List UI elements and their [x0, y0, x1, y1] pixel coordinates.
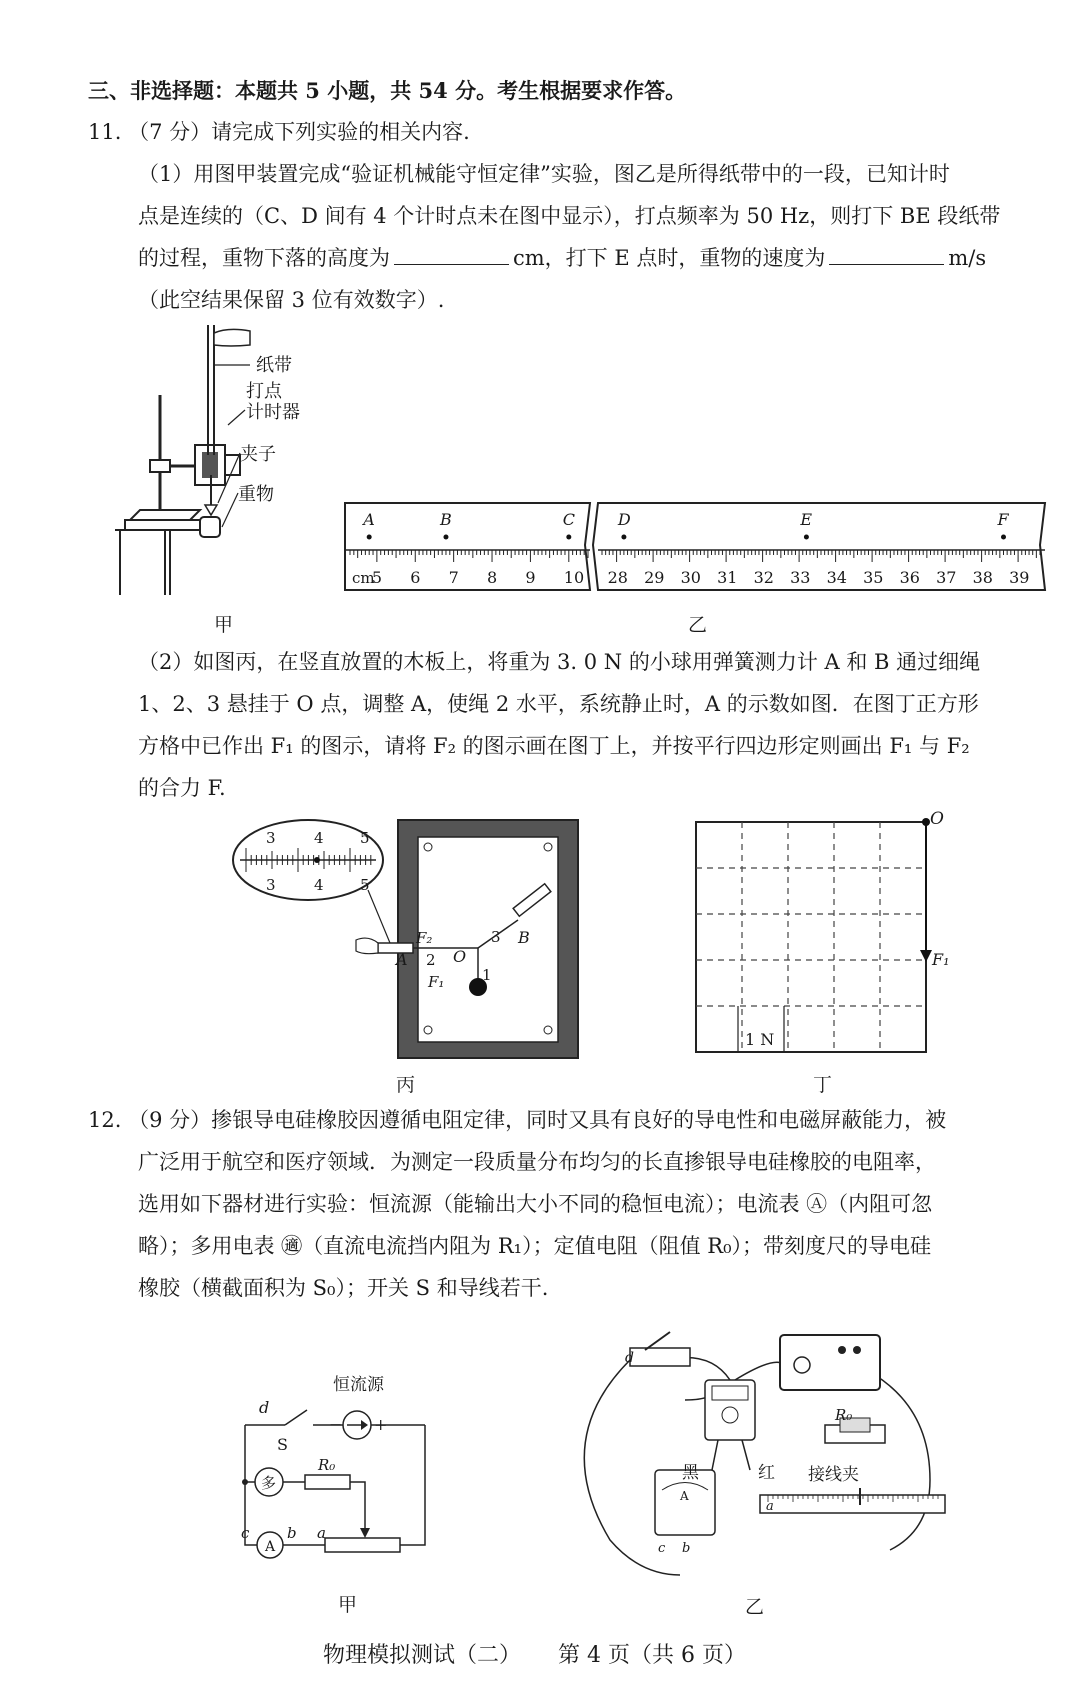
label-tape: 纸带 — [256, 355, 292, 376]
label-rope-2: 2 — [426, 951, 436, 969]
caption-yi-11: 乙 — [688, 614, 708, 636]
tape-left-label: 7 — [448, 568, 459, 587]
tape-right-label: 37 — [936, 568, 957, 587]
label-point-O: O — [453, 947, 467, 966]
label-scale-B: B — [518, 928, 530, 947]
label-F1: F₁ — [428, 973, 445, 991]
label-timer-1: 打点 — [246, 381, 282, 402]
setup-d: d — [625, 1350, 634, 1366]
q11-part2-line4: 的合力 F. — [138, 776, 226, 800]
scale-bottom-5: 5 — [360, 876, 370, 894]
label-F2: F₂ — [416, 929, 433, 947]
figure-setup-yi — [570, 1320, 970, 1600]
grid-unit-label: 1 N — [745, 1030, 775, 1049]
circuit-c: c — [241, 1524, 250, 1542]
tape-right-label: 34 — [826, 568, 847, 587]
tape-left-label: 5 — [371, 568, 383, 587]
tape-left-label: 10 — [563, 568, 585, 587]
tape-right-label: 29 — [644, 568, 665, 587]
tape-dot — [443, 535, 448, 540]
setup-a: a — [766, 1499, 774, 1514]
label-scale-A: A — [396, 950, 408, 969]
circuit-a: a — [317, 1524, 326, 1542]
grid-label-F1: F₁ — [932, 950, 950, 969]
circuit-source-label: 恒流源 — [333, 1375, 384, 1395]
tape-right-label: 32 — [753, 568, 774, 587]
label-timer-2: 计时器 — [246, 402, 300, 423]
figure-circuit-jia — [225, 1370, 475, 1570]
q11-part2-line3: 方格中已作出 F₁ 的图示，请将 F₂ 的图示画在图丁上，并按平行四边形定则画出 F₁ 与 F₂ — [138, 734, 970, 758]
figure-bing-board — [228, 815, 588, 1065]
scale-bottom-4: 4 — [314, 876, 324, 894]
q11-part1-line3c: m/s — [948, 246, 987, 270]
circuit-minus: − — [329, 1415, 343, 1434]
tape-right-label: 38 — [972, 568, 993, 587]
scale-top-5: 5 — [360, 829, 370, 847]
tape-left-label: 8 — [487, 568, 498, 587]
tape-dot-label: D — [617, 510, 631, 529]
section-heading: 三、非选择题：本题共 5 小题，共 54 分。考生根据要求作答。 — [88, 78, 687, 103]
q11-part2-line2: 1、2、3 悬挂于 O 点，调整 A，使绳 2 水平，系统静止时，A 的示数如图．在图丁正方形 — [138, 692, 979, 716]
setup-clip-label: 接线夹 — [808, 1465, 859, 1485]
tape-right-label: 33 — [790, 568, 811, 587]
scale-top-4: 4 — [314, 829, 324, 847]
figure-jia-apparatus — [110, 325, 350, 615]
q11-part1-line1: （1）用图甲装置完成“验证机械能守恒定律”实验，图乙是所得纸带中的一段，已知计时 — [138, 162, 950, 186]
caption-bing: 丙 — [396, 1074, 416, 1096]
tape-right-label: 30 — [680, 568, 701, 587]
tape-dot — [367, 535, 372, 540]
figure-yi-tape — [340, 495, 1060, 600]
tape-right-label: 31 — [717, 568, 738, 587]
scale-top-3: 3 — [266, 829, 276, 847]
grid-label-O: O — [930, 810, 944, 829]
q12-line1: 12. （9 分）掺银导电硅橡胶因遵循电阻定律，同时又具有良好的导电性和电磁屏蔽能力，被 — [88, 1108, 947, 1132]
answer-blank-height[interactable] — [394, 244, 509, 265]
circuit-d: d — [259, 1398, 270, 1417]
tape-dot — [566, 535, 571, 540]
caption-setup-yi: 乙 — [745, 1596, 765, 1618]
circuit-ammeter: A — [265, 1539, 276, 1555]
circuit-R0: R₀ — [318, 1456, 336, 1474]
tape-left-label: 6 — [410, 568, 421, 587]
q11-part1-line3b: cm，打下 E 点时，重物的速度为 — [513, 246, 826, 270]
circuit-b: b — [287, 1524, 297, 1542]
q11-part1-line3 — [138, 244, 986, 273]
tape-right-label: 36 — [899, 568, 920, 587]
tape-dot-label: A — [363, 510, 375, 529]
circuit-S: S — [277, 1435, 288, 1454]
tape-right-label: 39 — [1009, 568, 1030, 587]
q11-part2-line1: （2）如图丙，在竖直放置的木板上，将重为 3. 0 N 的小球用弹簧测力计 A 和 B 通过细绳 — [138, 650, 981, 674]
tape-unit: cm — [352, 569, 375, 587]
label-weight: 重物 — [238, 484, 274, 505]
setup-R0: R₀ — [835, 1406, 853, 1424]
footer-page: 第 4 页（共 6 页） — [558, 1643, 746, 1668]
setup-black: 黑 — [682, 1463, 699, 1483]
tape-dot-label: F — [997, 510, 1009, 529]
setup-ammeter-A: A — [680, 1489, 689, 1503]
setup-red: 红 — [758, 1463, 775, 1483]
scale-pointer — [314, 857, 320, 863]
label-rope-1: 1 — [482, 966, 492, 984]
q12-line4: 略）；多用电表 ㊜（直流电流挡内阻为 R₁）；定值电阻（阻值 R₀）；带刻度尺的导电硅 — [138, 1234, 931, 1258]
circuit-multimeter: 多 — [261, 1474, 277, 1492]
label-clip: 夹子 — [240, 444, 276, 465]
tape-dot-label: B — [439, 510, 452, 529]
tape-right-label: 28 — [607, 568, 628, 587]
label-rope-3: 3 — [491, 928, 501, 946]
q12-line2: 广泛用于航空和医疗领域．为测定一段质量分布均匀的长直掺银导电硅橡胶的电阻率， — [138, 1150, 936, 1174]
q12-line3: 选用如下器材进行实验：恒流源（能输出大小不同的稳恒电流）；电流表 Ⓐ（内阻可忽 — [138, 1192, 933, 1216]
q11-part1-line3a: 的过程，重物下落的高度为 — [138, 246, 390, 270]
caption-ding: 丁 — [813, 1074, 833, 1096]
tape-left-label: 9 — [525, 568, 536, 587]
tape-right-label: 35 — [863, 568, 884, 587]
figure-ding-grid — [690, 810, 950, 1060]
q11-part1-line2: 点是连续的（C、D 间有 4 个计时点未在图中显示），打点频率为 50 Hz，则打下 BE 段纸带 — [138, 204, 1001, 228]
tape-dot — [804, 535, 809, 540]
tape-dot — [1001, 535, 1006, 540]
caption-circuit-jia: 甲 — [338, 1594, 358, 1616]
circuit-plus: + — [374, 1415, 388, 1434]
footer-title: 物理模拟测试（二） — [323, 1643, 522, 1668]
q12-line5: 橡胶（横截面积为 S₀）；开关 S 和导线若干. — [138, 1276, 549, 1300]
tape-dot — [621, 535, 626, 540]
caption-jia-11: 甲 — [214, 614, 234, 636]
setup-c: c — [658, 1541, 666, 1556]
tape-dot-label: E — [800, 510, 813, 529]
setup-b: b — [682, 1541, 691, 1556]
tape-dot-label: C — [562, 510, 576, 529]
q11-intro: 11. （7 分）请完成下列实验的相关内容. — [88, 120, 470, 144]
q11-part1-line4: （此空结果保留 3 位有效数字）. — [138, 288, 445, 312]
scale-bottom-3: 3 — [266, 876, 276, 894]
answer-blank-speed[interactable] — [829, 244, 944, 265]
